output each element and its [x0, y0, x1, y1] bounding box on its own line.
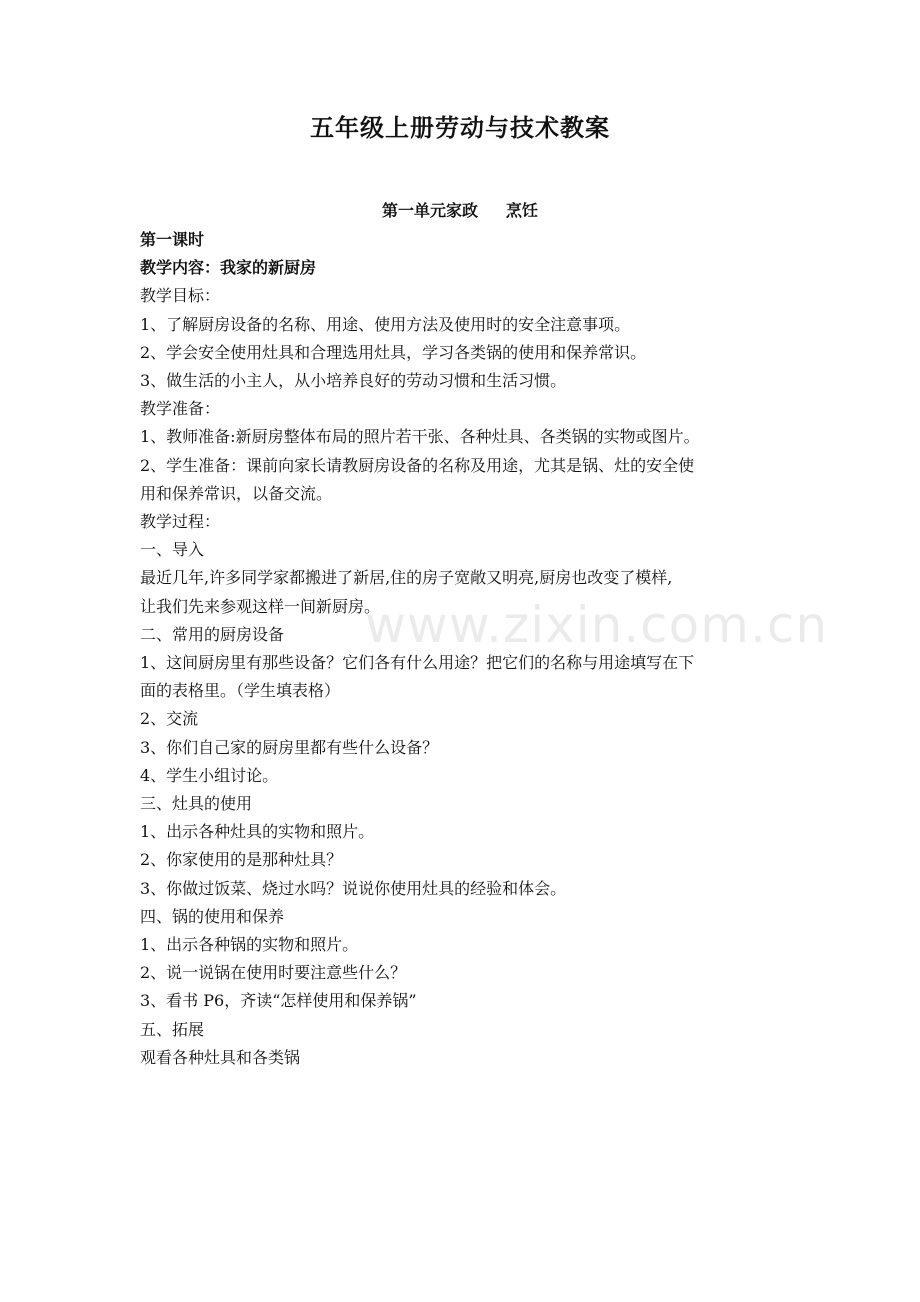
body-line: 3、做生活的小主人，从小培养良好的劳动习惯和生活习惯。 — [140, 371, 567, 391]
unit-heading — [0, 198, 920, 221]
body-line: 五、拓展 — [140, 1019, 205, 1039]
body-line: 教学过程： — [140, 512, 221, 532]
body-line: 2、学生准备：课前向家长请教厨房设备的名称及用途，尤其是锅、灶的安全使 — [140, 455, 695, 475]
body-line: 四、锅的使用和保养 — [140, 906, 285, 926]
unit-name: 第一单元家政 — [381, 201, 478, 220]
body-line: 2、学会安全使用灶具和合理选用灶具，学习各类锅的使用和保养常识。 — [140, 342, 647, 362]
body-line: 教学目标： — [140, 286, 221, 306]
body-line: 1、了解厨房设备的名称、用途、使用方法及使用时的安全注意事项。 — [140, 314, 631, 334]
body-line: 2、你家使用的是那种灶具？ — [140, 850, 343, 870]
unit-topic: 烹饪 — [506, 201, 539, 220]
body-line: 教学准备： — [140, 399, 221, 419]
body-line: 一、导入 — [140, 540, 205, 560]
body-line: 4、学生小组讨论。 — [140, 765, 279, 785]
body-line: 1、教师准备:新厨房整体布局的照片若干张、各种灶具、各类锅的实物或图片。 — [140, 427, 700, 447]
body-line: 2、说一说锅在使用时要注意些什么？ — [140, 963, 407, 983]
body-line: 2、交流 — [140, 709, 199, 729]
body-line: 1、这间厨房里有那些设备？它们各有什么用途？把它们的名称与用途填写在下 — [140, 653, 695, 673]
body-line: 观看各种灶具和各类锅 — [140, 1047, 301, 1067]
body-line: 让我们先来参观这样一间新厨房。 — [140, 596, 381, 616]
body-line: 最近几年,许多同学家都搬进了新居,住的房子宽敞又明亮,厨房也改变了模样, — [140, 568, 673, 588]
body-line: 二、常用的厨房设备 — [140, 624, 285, 644]
body-line: 三、灶具的使用 — [140, 794, 253, 814]
body-line: 面的表格里。（学生填表格） — [140, 681, 341, 701]
body-line: 3、你们自己家的厨房里都有些什么设备？ — [140, 737, 439, 757]
body-line: 1、出示各种灶具的实物和照片。 — [140, 822, 375, 842]
body-line: 第一课时 — [140, 230, 205, 249]
body-line: 3、你做过饭菜、烧过水吗？说说你使用灶具的经验和体会。 — [140, 878, 567, 898]
body-line: 3、看书 P6，齐读“怎样使用和保养锅” — [140, 991, 417, 1011]
body-line: 教学内容：我家的新厨房 — [140, 258, 317, 278]
body-line: 1、出示各种锅的实物和照片。 — [140, 935, 359, 955]
watermark: www.zixin.com.cn — [365, 596, 829, 654]
document-title: 五年级上册劳动与技术教案 — [310, 113, 610, 142]
body-line: 用和保养常识，以备交流。 — [140, 483, 333, 503]
